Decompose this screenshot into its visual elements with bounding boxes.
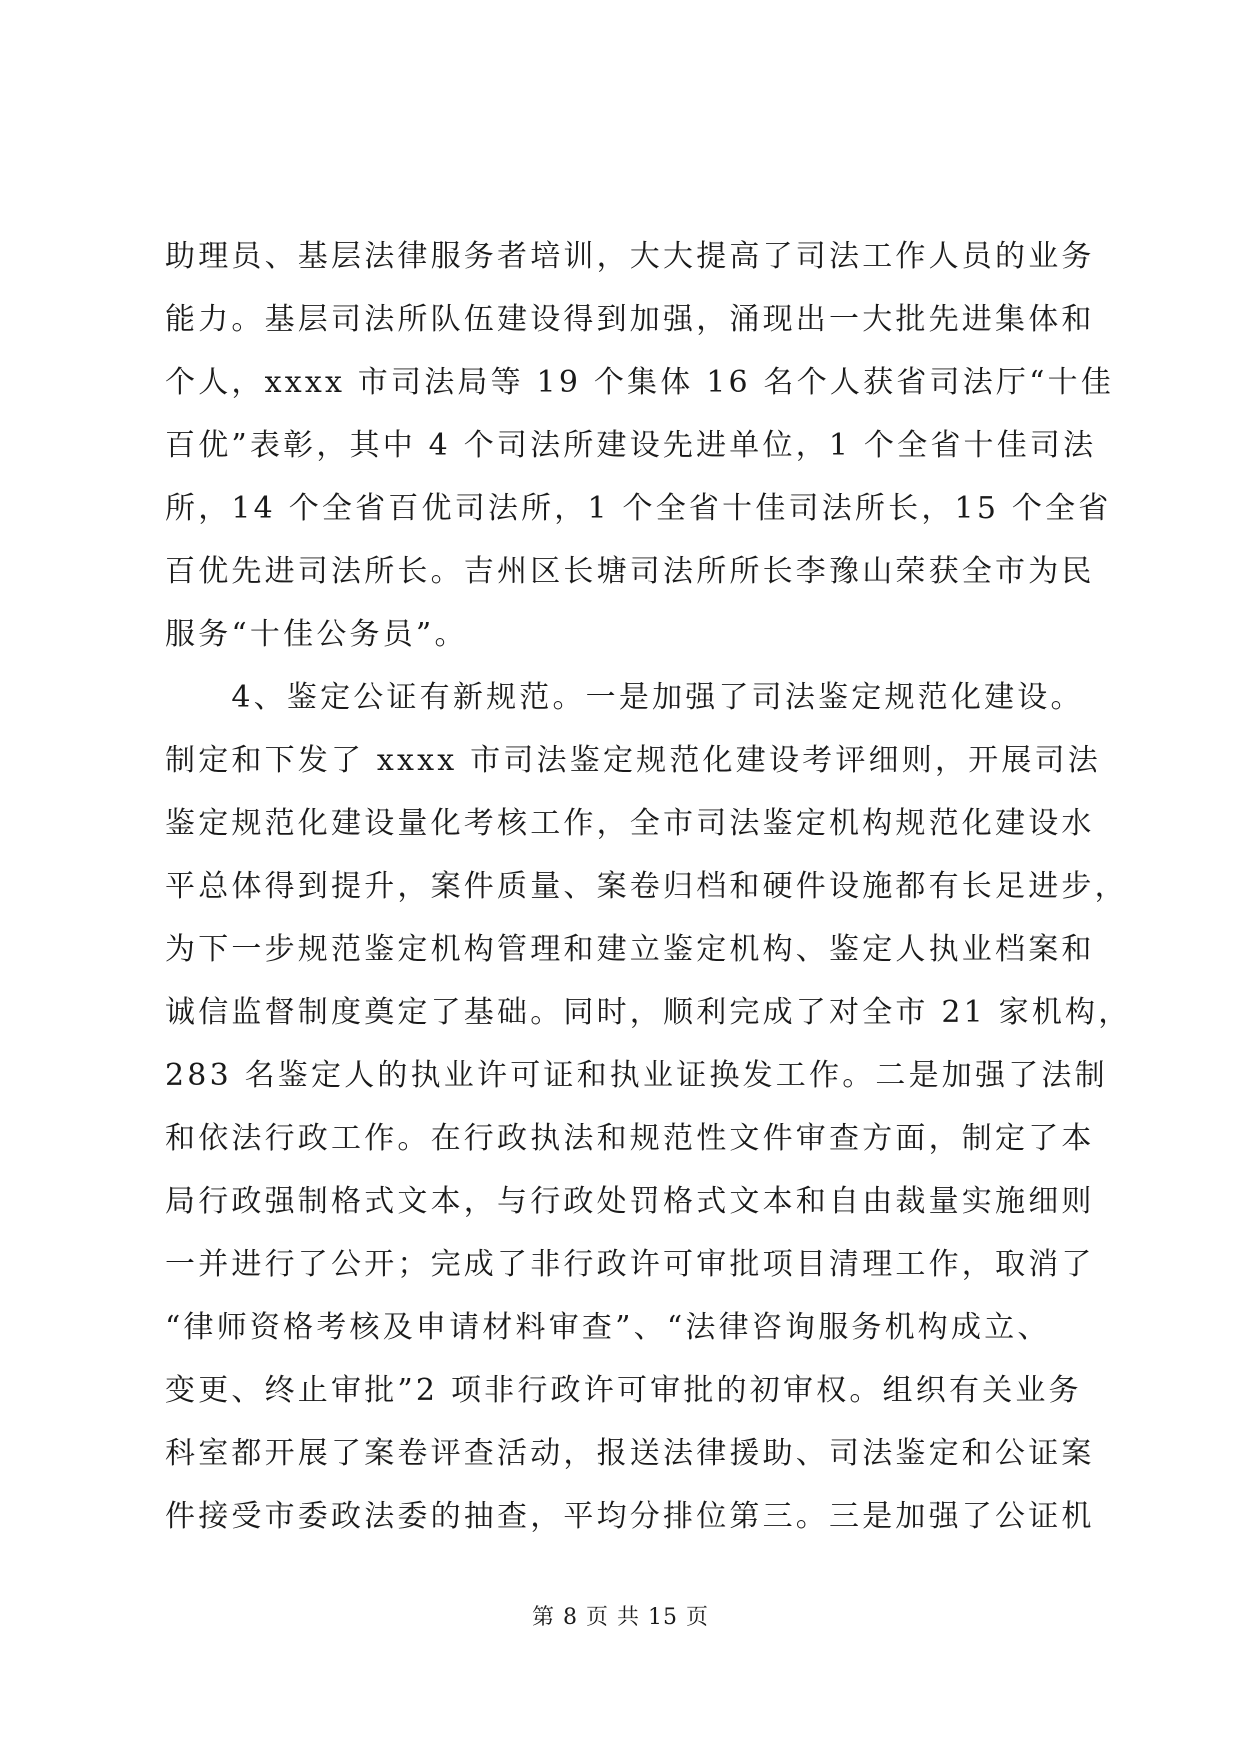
page-footer: 第 8 页 共 15 页 [532,1605,709,1630]
text-line: 百优”表彰，其中 4 个司法所建设先进单位，1 个全省十佳司法 [165,428,1097,463]
text-line: 件接受市委政法委的抽查，平均分排位第三。三是加强了公证机 [165,1499,1095,1534]
text-line: “律师资格考核及申请材料审查”、“法律咨询服务机构成立、 [165,1310,1051,1345]
text-line: 局行政强制格式文本，与行政处罚格式文本和自由裁量实施细则 [165,1184,1095,1219]
text-line: 和依法行政工作。在行政执法和规范性文件审查方面，制定了本 [165,1121,1095,1156]
text-line: 诚信监督制度奠定了基础。同时，顺利完成了对全市 21 家机构， [165,995,1132,1030]
body-text [165,225,1132,1548]
text-line: 百优先进司法所长。吉州区长塘司法所所长李豫山荣获全市为民 [165,554,1095,589]
text-line: 283 名鉴定人的执业许可证和执业证换发工作。二是加强了法制 [165,1058,1108,1093]
text-line: 变更、终止审批”2 项非行政许可审批的初审权。组织有关业务 [165,1373,1082,1408]
text-line: 服务“十佳公务员”。 [165,617,468,652]
text-line: 能力。基层司法所队伍建设得到加强，涌现出一大批先进集体和 [165,302,1095,337]
text-line: 鉴定规范化建设量化考核工作，全市司法鉴定机构规范化建设水 [165,806,1095,841]
text-line: 制定和下发了 xxxx 市司法鉴定规范化建设考评细则，开展司法 [165,743,1101,778]
text-line: 科室都开展了案卷评查活动，报送法律援助、司法鉴定和公证案 [165,1436,1095,1471]
text-line: 个人，xxxx 市司法局等 19 个集体 16 名个人获省司法厅“十佳 [165,365,1115,400]
text-line: 助理员、基层法律服务者培训，大大提高了司法工作人员的业务 [165,239,1095,274]
text-line: 所，14 个全省百优司法所，1 个全省十佳司法所长，15 个全省 [165,491,1112,526]
text-line: 为下一步规范鉴定机构管理和建立鉴定机构、鉴定人执业档案和 [165,932,1095,967]
text-line: 一并进行了公开；完成了非行政许可审批项目清理工作，取消了 [165,1247,1095,1282]
text-line: 平总体得到提升，案件质量、案卷归档和硬件设施都有长足进步， [165,869,1128,904]
text-line: 4、鉴定公证有新规范。一是加强了司法鉴定规范化建设。 [165,680,1084,715]
